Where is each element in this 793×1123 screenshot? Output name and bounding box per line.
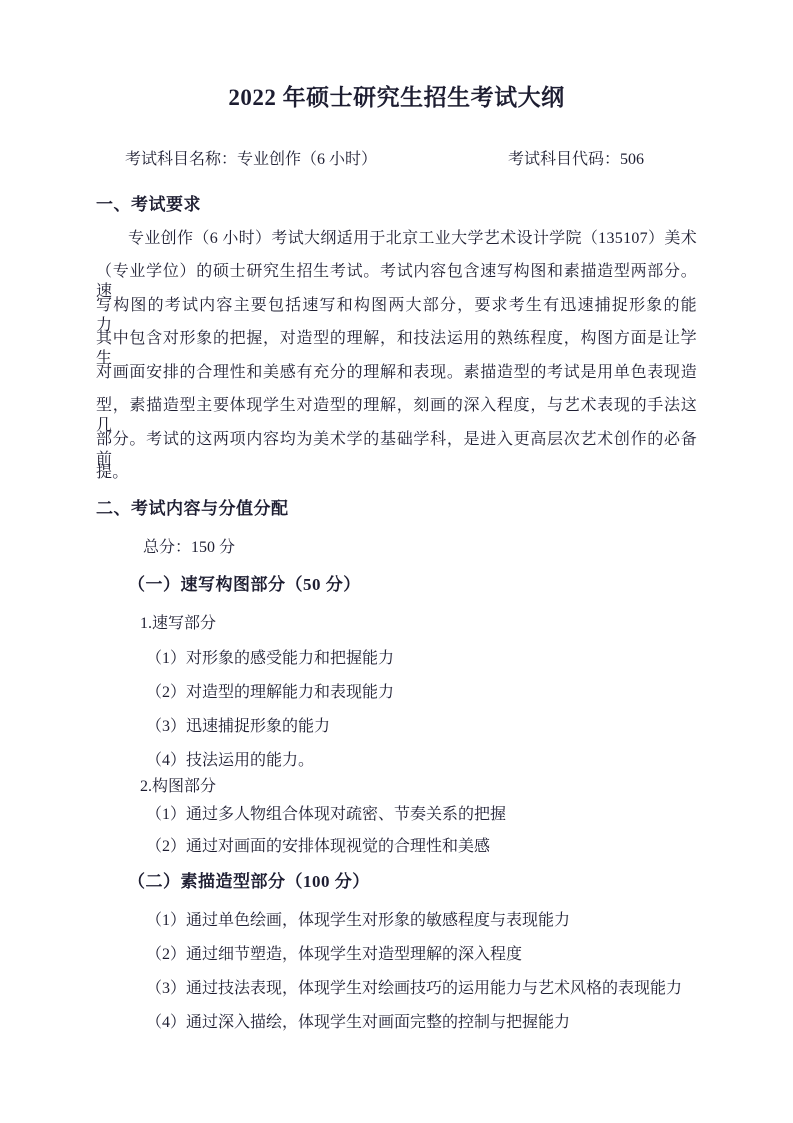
subject-name: 考试科目名称：专业创作（6 小时）: [125, 151, 378, 168]
part2-item: （1）通过单色绘画，体现学生对形象的敏感程度与表现能力: [146, 912, 571, 929]
composition-section-heading: 2.构图部分: [140, 778, 217, 795]
section-heading-requirements: 一、考试要求: [96, 195, 201, 214]
requirements-paragraph-line: 专业创作（6 小时）考试大纲适用于北京工业大学艺术设计学院（135107）美术: [128, 230, 697, 247]
part2-item: （2）通过细节塑造，体现学生对造型理解的深入程度: [146, 946, 523, 963]
requirements-paragraph-line: 对画面安排的合理性和美感有充分的理解和表现。素描造型的考试是用单色表现造: [96, 364, 697, 381]
sketch-item: （4）技法运用的能力。: [146, 752, 315, 769]
requirements-paragraph-line: 其中包含对形象的把握，对造型的理解，和技法运用的熟练程度，构图方面是让学生: [96, 330, 697, 367]
requirements-paragraph-line: 提。: [96, 464, 129, 481]
part2-item: （3）通过技法表现，体现学生对绘画技巧的运用能力与艺术风格的表现能力: [146, 980, 683, 997]
total-score: 总分：150 分: [143, 539, 236, 556]
requirements-paragraph-line: 部分。考试的这两项内容均为美术学的基础学科，是进入更高层次艺术创作的必备前: [96, 431, 697, 468]
composition-item: （2）通过对画面的安排体现视觉的合理性和美感: [146, 838, 491, 855]
composition-item: （1）通过多人物组合体现对疏密、节奏关系的把握: [146, 806, 507, 823]
requirements-paragraph-line: 写构图的考试内容主要包括速写和构图两大部分，要求考生有迅速捕捉形象的能力，: [96, 297, 697, 334]
requirements-paragraph-line: 型，素描造型主要体现学生对造型的理解，刻画的深入程度，与艺术表现的手法这几: [96, 397, 697, 434]
sketch-item: （3）迅速捕捉形象的能力: [146, 718, 331, 735]
part2-heading: （二）素描造型部分（100 分）: [128, 872, 370, 891]
subject-code: 考试科目代码：506: [508, 151, 645, 168]
part1-heading: （一）速写构图部分（50 分）: [128, 575, 361, 594]
part2-item: （4）通过深入描绘，体现学生对画面完整的控制与把握能力: [146, 1014, 571, 1031]
sketch-item: （1）对形象的感受能力和把握能力: [146, 650, 395, 667]
sketch-item: （2）对造型的理解能力和表现能力: [146, 684, 395, 701]
requirements-paragraph-line: （专业学位）的硕士研究生招生考试。考试内容包含速写构图和素描造型两部分。速: [96, 263, 697, 300]
page-title: 2022 年硕士研究生招生考试大纲: [228, 85, 565, 110]
sketch-section-heading: 1.速写部分: [140, 615, 217, 632]
section-heading-content-distribution: 二、考试内容与分值分配: [96, 499, 289, 518]
